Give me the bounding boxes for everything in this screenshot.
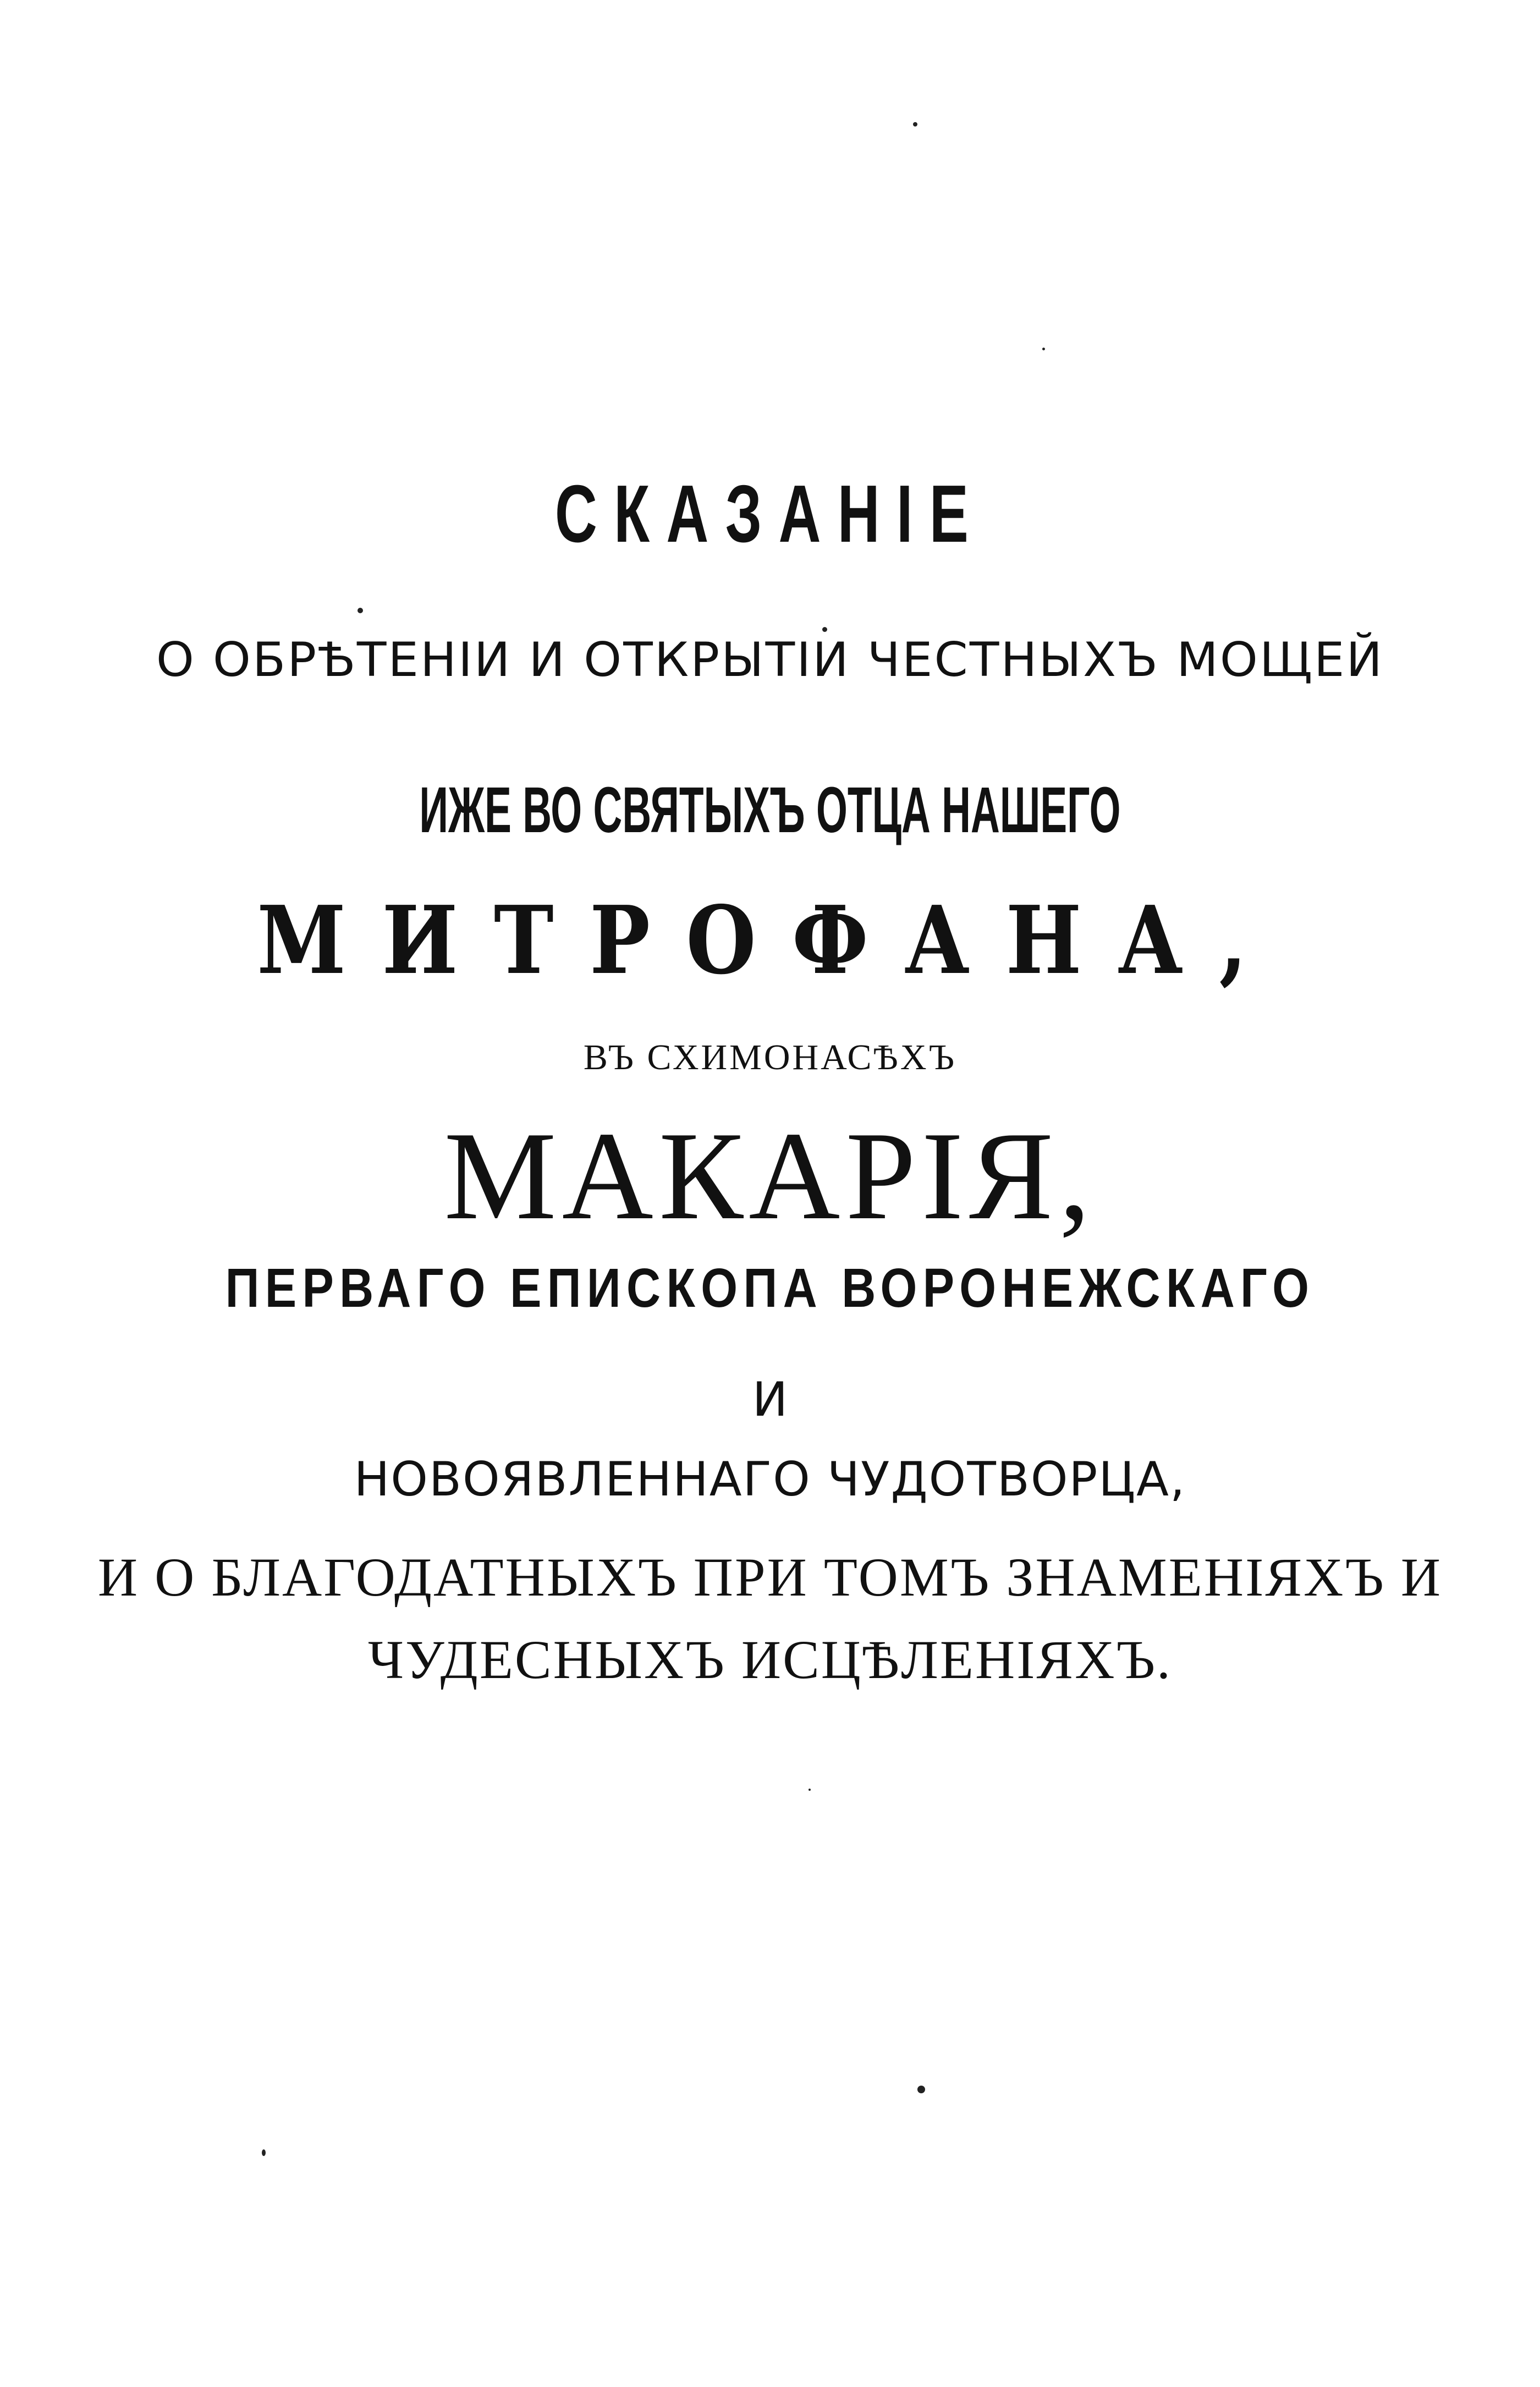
scan-speck bbox=[262, 2149, 266, 2156]
page-title: СКАЗАНІЕ bbox=[554, 469, 986, 559]
schema-name: МАКАРІЯ, bbox=[444, 1106, 1096, 1246]
scan-speck bbox=[822, 627, 827, 632]
subtitle-line-2: ИЖЕ ВО СВЯТЫХЪ ОТЦА НАШЕГО bbox=[419, 774, 1121, 846]
wonderworker-line: НОВОЯВЛЕННАГО ЧУДОТВОРЦА, bbox=[354, 1452, 1186, 1507]
saint-name-decorative: МИТРОФАНА, bbox=[257, 886, 1283, 996]
healings-line: ЧУДЕСНЫХЪ ИСЦѢЛЕНІЯХЪ. bbox=[367, 1629, 1173, 1690]
scan-speck bbox=[809, 1789, 811, 1791]
scan-speck bbox=[358, 608, 363, 613]
schema-name-label: ВЪ СХИМОНАСѢХЪ bbox=[583, 1037, 957, 1077]
conjunction: И bbox=[752, 1372, 788, 1427]
signs-line: И О БЛАГОДАТНЫХЪ ПРИ ТОМЪ ЗНАМЕНІЯХЪ И bbox=[97, 1547, 1443, 1608]
subtitle-line-1: О ОБРѢТЕНІИ И ОТКРЫТІИ ЧЕСТНЫХЪ МОЩЕЙ bbox=[156, 632, 1384, 688]
scan-speck bbox=[917, 2086, 925, 2093]
scan-speck bbox=[1042, 348, 1045, 350]
scan-speck bbox=[913, 122, 917, 127]
bishop-title: ПЕРВАГО ЕПИСКОПА ВОРОНЕЖСКАГО bbox=[225, 1257, 1315, 1319]
